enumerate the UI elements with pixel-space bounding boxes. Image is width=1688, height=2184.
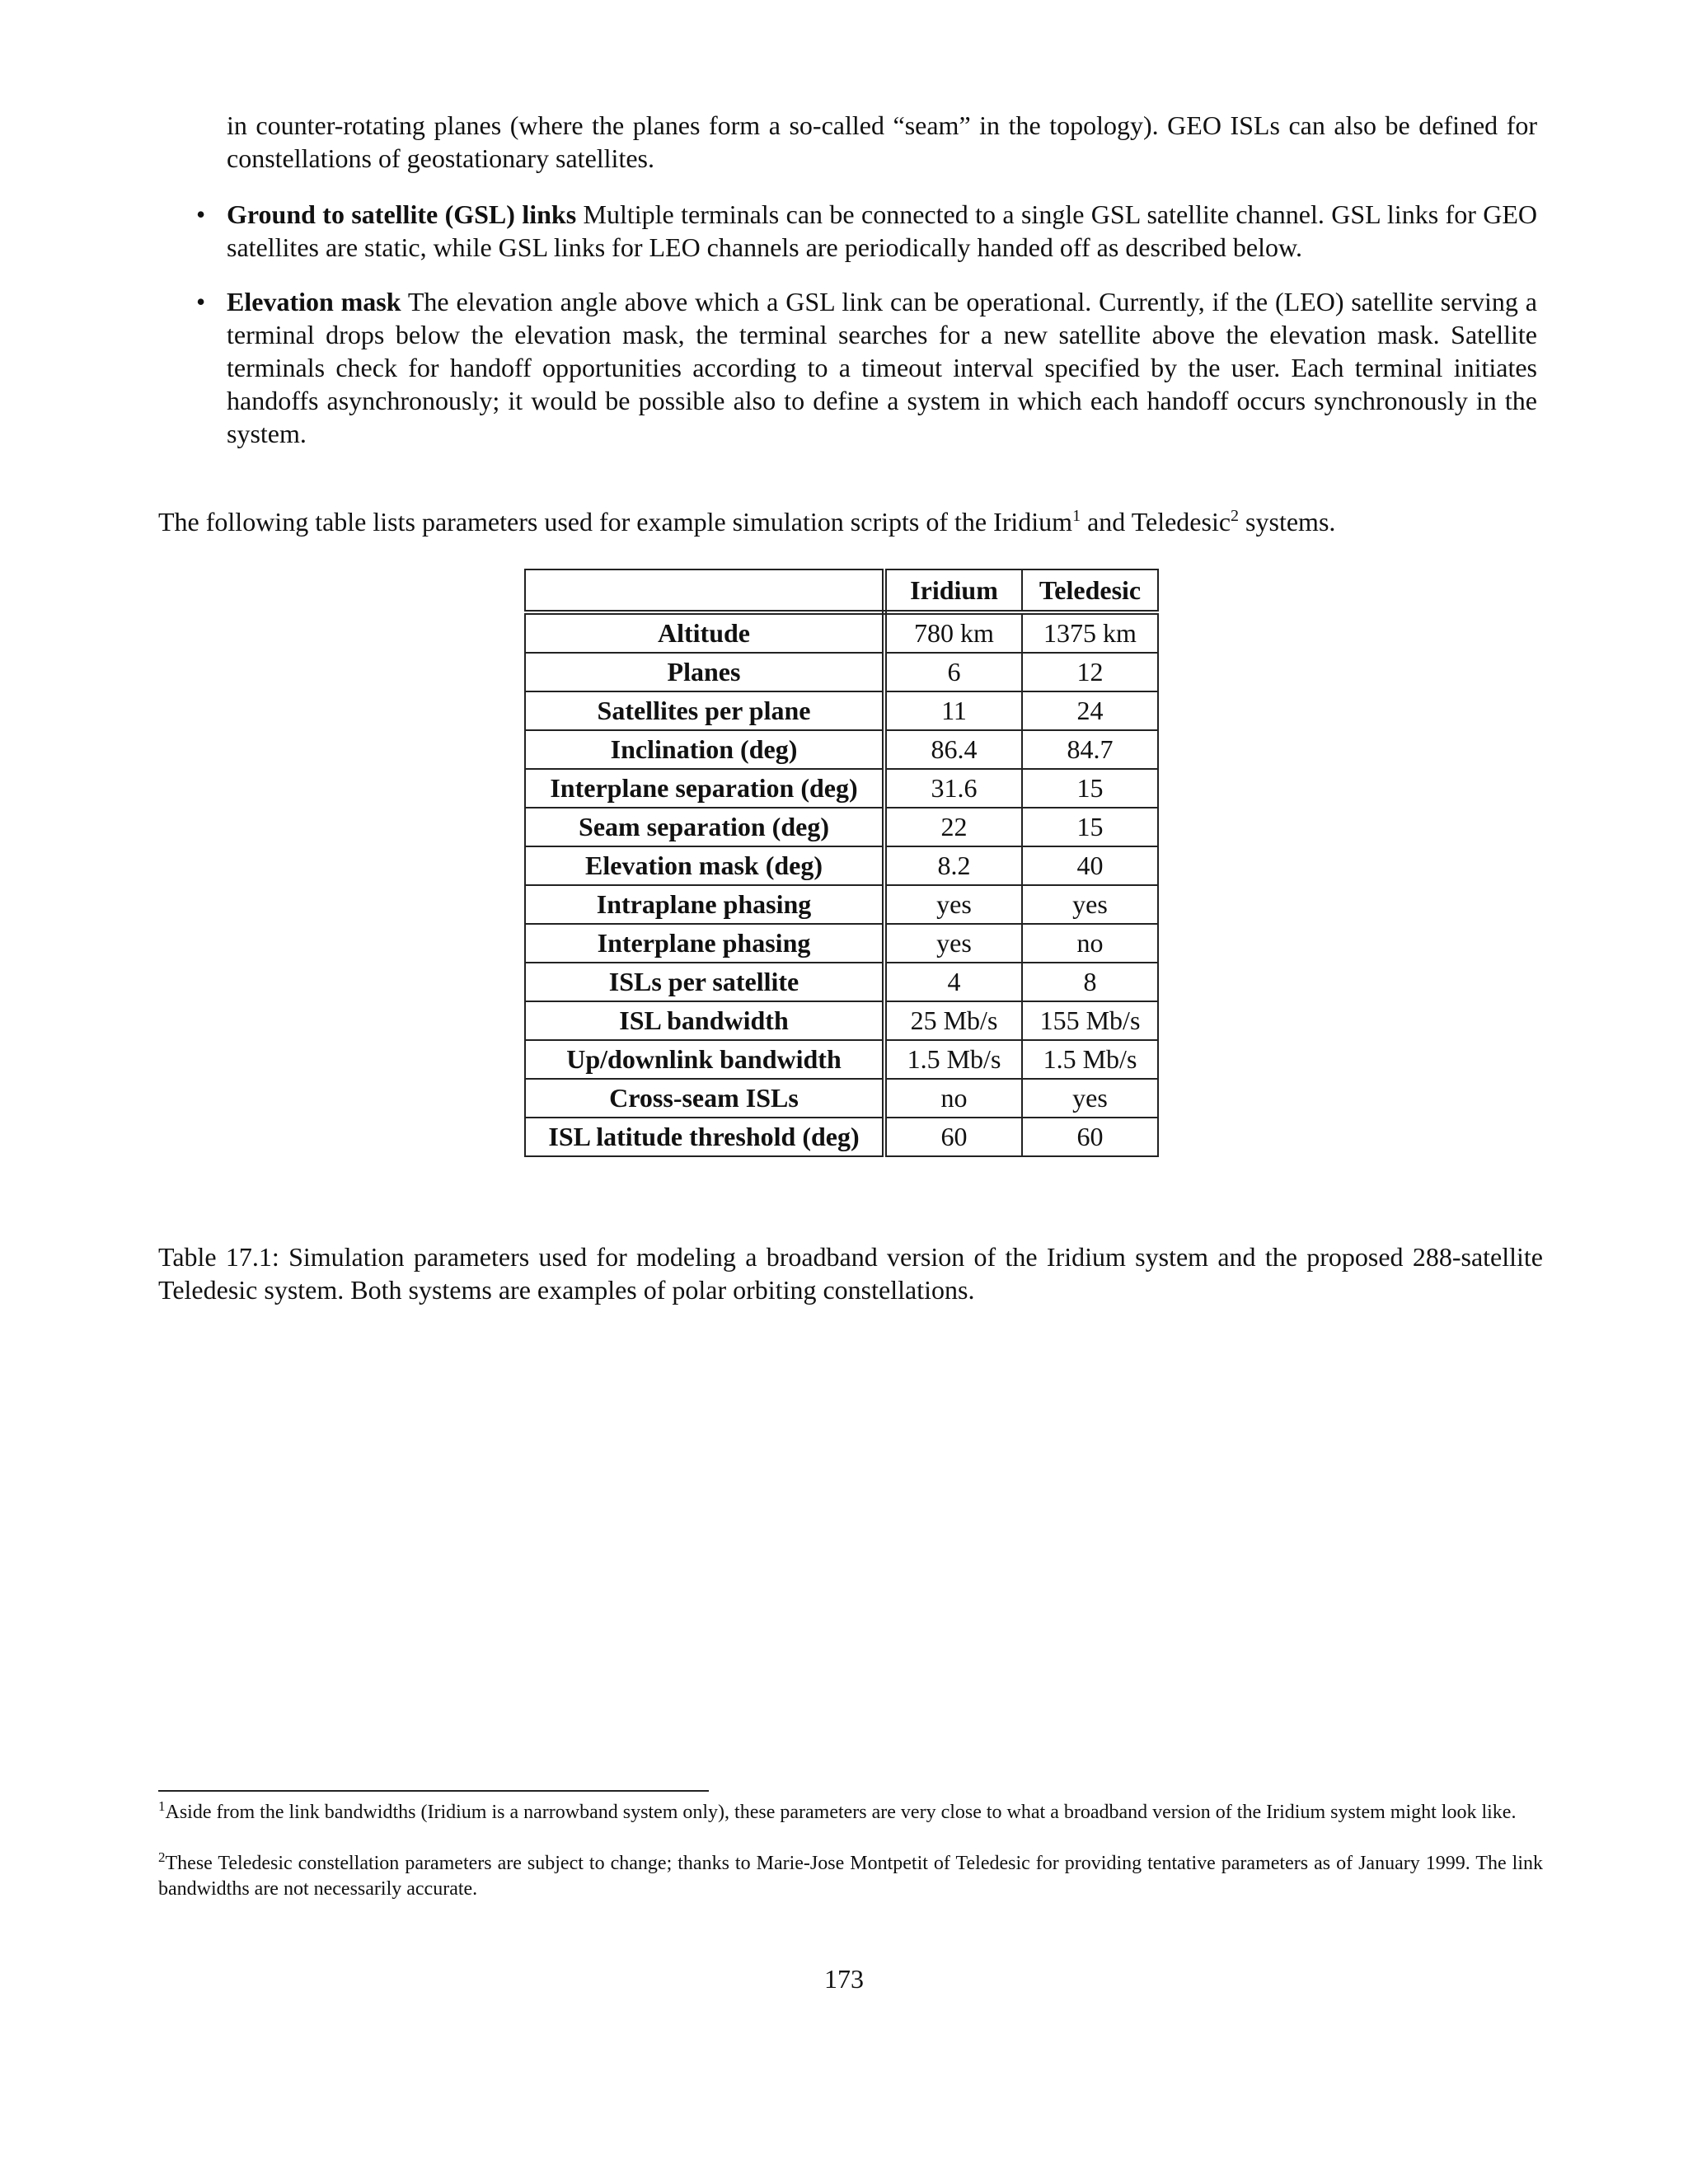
table-row-label: ISL latitude threshold (deg) [525, 1118, 884, 1156]
footnote-rule [158, 1790, 709, 1792]
table-cell: 12 [1022, 653, 1158, 691]
table-cell: no [884, 1079, 1022, 1118]
continuation-paragraph: in counter-rotating planes (where the planes form a so-called “seam” in the topology). GEO ISLs can also be defined for constellations of geostationary satellites. [227, 110, 1537, 173]
table-cell: yes [884, 885, 1022, 924]
intro-text: systems. [1239, 507, 1336, 537]
table-intro-paragraph [158, 505, 1543, 538]
table-header-cell: Teledesic [1022, 569, 1158, 612]
table-row [525, 1118, 1158, 1156]
table-cell: 84.7 [1022, 730, 1158, 769]
table-cell: 22 [884, 808, 1022, 846]
table-cell: no [1022, 924, 1158, 963]
table-cell: 8 [1022, 963, 1158, 1001]
table-row-label: Up/downlink bandwidth [525, 1040, 884, 1079]
table-cell: 4 [884, 963, 1022, 1001]
table-cell: 60 [884, 1118, 1022, 1156]
table-header-cell [525, 569, 884, 612]
bullet-elevation-mask [196, 285, 1538, 450]
table-cell: 60 [1022, 1118, 1158, 1156]
table-cell: yes [1022, 1079, 1158, 1118]
table-cell: 155 Mb/s [1022, 1001, 1158, 1040]
table-cell: 6 [884, 653, 1022, 691]
table-row [525, 769, 1158, 808]
table-cell: 15 [1022, 808, 1158, 846]
table-row-label: Altitude [525, 612, 884, 653]
bullet-marker: • [196, 199, 206, 229]
table-caption: Table 17.1: Simulation parameters used for modeling a broadband version of the Iridium system and the proposed 288-satellite Teledesic system. Both systems are examples of polar orbiting constellations. [158, 1242, 1543, 1305]
table-cell: 11 [884, 691, 1022, 730]
bullet-term: Elevation mask [227, 287, 401, 316]
table-cell: 25 Mb/s [884, 1001, 1022, 1040]
table-row-label: Cross-seam ISLs [525, 1079, 884, 1118]
table-row [525, 885, 1158, 924]
footnote-mark: 1 [158, 1798, 166, 1814]
table-row [525, 846, 1158, 885]
table-row-label: Elevation mask (deg) [525, 846, 884, 885]
table-row-label: Planes [525, 653, 884, 691]
intro-text: The following table lists parameters used for example simulation scripts of the Iridium [158, 507, 1073, 537]
table-cell: 40 [1022, 846, 1158, 885]
bullet-gsl-links [196, 198, 1537, 264]
footnote-2 [158, 1851, 1543, 1902]
table-cell: 1.5 Mb/s [1022, 1040, 1158, 1079]
table-row-label: Interplane separation (deg) [525, 769, 884, 808]
parameters-table [524, 569, 1159, 1157]
table-row [525, 1040, 1158, 1079]
table-cell: 1.5 Mb/s [884, 1040, 1022, 1079]
table-row [525, 1001, 1158, 1040]
table-row [525, 924, 1158, 963]
footnote-1 [158, 1800, 1543, 1825]
table-row-label: Interplane phasing [525, 924, 884, 963]
table-header-cell: Iridium [884, 569, 1022, 612]
table-row [525, 963, 1158, 1001]
footnote-ref-2[interactable]: 2 [1231, 507, 1240, 525]
table-cell: 31.6 [884, 769, 1022, 808]
table-row [525, 653, 1158, 691]
table-row-label: ISL bandwidth [525, 1001, 884, 1040]
table-cell: 24 [1022, 691, 1158, 730]
table-cell: yes [884, 924, 1022, 963]
bullet-marker: • [196, 287, 206, 316]
bullet-text: Multiple terminals can be connected to a single GSL satellite channel. GSL links for GEO satellites are static, while GSL links for LEO channels are periodically handed off as described below. [227, 199, 1537, 262]
table-row [525, 808, 1158, 846]
table-row [525, 691, 1158, 730]
footnote-text: These Teledesic constellation parameters are subject to change; thanks to Marie-Jose Montpetit of Teledesic for providing tentative parameters as of January 1999. The link bandwidths are not necessarily accurate. [158, 1853, 1543, 1900]
table-row-label: ISLs per satellite [525, 963, 884, 1001]
footnote-mark: 2 [158, 1849, 166, 1865]
table-header-row [525, 569, 1158, 612]
table-cell: 15 [1022, 769, 1158, 808]
table-cell: 1375 km [1022, 612, 1158, 653]
table-row-label: Satellites per plane [525, 691, 884, 730]
table-cell: 780 km [884, 612, 1022, 653]
footnote-ref-1[interactable]: 1 [1072, 507, 1081, 525]
intro-text: and Teledesic [1081, 507, 1231, 537]
bullet-term: Ground to satellite (GSL) links [227, 199, 577, 229]
bullet-text: The elevation angle above which a GSL link can be operational. Currently, if the (LEO) satellite serving a terminal drops below the elevation mask, the terminal searches for a new satellite above the elevation mask. Satellite terminals check for handoff opportunities according to a timeout interval specified by the user. Each terminal initiates handoffs asynchronously; it would be possible also to define a system in which each handoff occurs synchronously in the system. [227, 287, 1538, 448]
table-row-label: Intraplane phasing [525, 885, 884, 924]
footnote-text: Aside from the link bandwidths (Iridium is a narrowband system only), these parameters are very close to what a broadband version of the Iridium system might look like. [165, 1802, 1517, 1823]
table-cell: 86.4 [884, 730, 1022, 769]
table-row-label: Seam separation (deg) [525, 808, 884, 846]
table-row [525, 1079, 1158, 1118]
page-number: 173 [824, 1964, 864, 1994]
table-row [525, 730, 1158, 769]
table-cell: yes [1022, 885, 1158, 924]
table-row-label: Inclination (deg) [525, 730, 884, 769]
table-row [525, 612, 1158, 653]
table-cell: 8.2 [884, 846, 1022, 885]
